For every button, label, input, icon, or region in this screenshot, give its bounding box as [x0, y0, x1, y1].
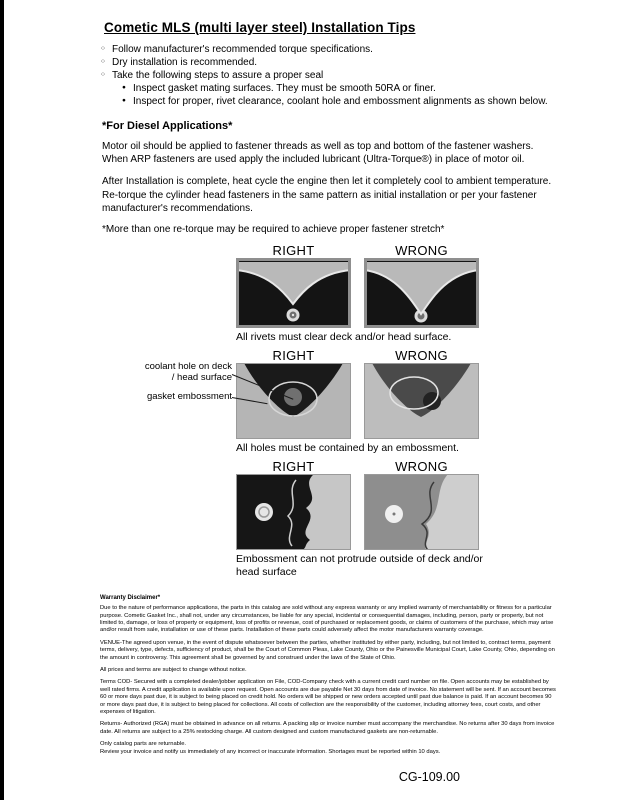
gasket-embossment-callout: gasket embossment — [146, 390, 232, 402]
warranty-paragraph: Review your invoice and notify us immediately of any incorrect or inaccurate information. Shortages must be reported within 10 days. — [100, 748, 441, 755]
protrusion-wrong-illustration — [364, 474, 479, 550]
figure-rivet-clearance — [100, 243, 572, 343]
retorque-note: *More than one re-torque may be required to achieve proper fastener stretch* — [102, 223, 445, 235]
warranty-paragraph: All prices and terms are subject to change without notice. — [100, 667, 247, 674]
diesel-applications-heading: *For Diesel Applications* — [102, 120, 233, 132]
protrusion-caption: Embossment can not protrude outside of deck and/or head surface — [236, 552, 483, 579]
embossment-caption: All holes must be contained by an embossment. — [236, 441, 459, 454]
figure-hole-embossment — [100, 348, 572, 454]
wrong-label: WRONG — [395, 242, 448, 258]
embossment-wrong-illustration — [364, 363, 479, 439]
embossment-wrong-panel — [364, 363, 479, 439]
page-edge-mark — [0, 0, 4, 800]
protrusion-right-illustration — [236, 474, 351, 550]
warranty-paragraph: Returns- Authorized (RGA) must be obtained in advance on all returns. A packing slip or invoice number must accompany the merchandise. No returns after 30 days from invoice date. All returns are subject to a 25% restocking charge. All custom designed and custom manufactured gaskets are non-returnable. — [100, 721, 555, 735]
subtip-item: ● Inspect for proper, rivet clearance, coolant hole and embossment alignments as shown below. — [122, 96, 572, 107]
warranty-disclaimer — [100, 595, 558, 756]
coolant-hole-callout: coolant hole on deck / head surface — [144, 360, 232, 383]
right-label: RIGHT — [272, 458, 315, 474]
warranty-paragraph: Terms COD- Secured with a completed dealer/jobber application on File, COD-Company check with a current credit card number on file. Open accounts may be established by well rated firms. A credit application is available upon request. Open accounts are due payable Net 30 days from date of invoice. No statement will be sent. If an account becomes 60 or more days past due, it is subject to being placed on credit hold. No orders will be shipped or new orders accepted until past due balance is paid. If an account becomes 90 or more days past due, it is subject to being placed for collections. All costs of collection are the responsibility of the customer, including attorney fees, court costs, and other expenses of litigation. — [100, 679, 556, 716]
rivet-caption: All rivets must clear deck and/or head surface. — [236, 330, 452, 343]
diesel-paragraph: Motor oil should be applied to fastener threads as well as top and bottom of the fastener washers. When ARP fasteners are used apply the included lubricant (Ultra-Torque®) in place of motor oil. — [102, 141, 534, 166]
rivet-wrong-illustration — [364, 258, 479, 328]
tip-item: ○ Dry installation is recommended. — [100, 57, 572, 68]
tip-item: ○ Take the following steps to assure a proper seal — [100, 70, 572, 81]
catalog-page-code: CG-109.00 — [398, 770, 460, 785]
warranty-paragraph: Only catalog parts are returnable. — [100, 741, 187, 748]
right-label: RIGHT — [272, 242, 315, 258]
rivet-wrong-panel — [364, 258, 479, 328]
protrusion-wrong-panel — [364, 474, 479, 550]
figure-labels — [236, 459, 572, 474]
figure-embossment-protrusion — [100, 459, 572, 579]
right-label: RIGHT — [272, 347, 315, 363]
rivet-right-panel — [236, 258, 351, 328]
installation-subtips-list — [122, 83, 572, 107]
figure-labels — [236, 243, 572, 258]
document-page — [100, 20, 572, 784]
warranty-paragraph: Due to the nature of performance applications, the parts in this catalog are sold without any express warranty or any implied warranty of merchantability or fitness for a particular purpose. Cometic Gasket Inc., shall not, under any circumstances, be liable for any special, incidental or consequential damages, including, person, party or property, but not limited to, damage, or loss of property or equipment, loss of profits or revenue, cost of purchased or replacement goods, or claims of customers of the purchase, which may arise and/or result from sale, installation or use of these parts. Installation of these parts could adversely affect the motor manufacturers warranty coverage. — [100, 605, 554, 634]
figure-panels — [236, 363, 572, 439]
page-title: Cometic MLS (multi layer steel) Installation Tips — [104, 20, 416, 35]
figure-panels — [236, 258, 572, 328]
diesel-paragraph: After Installation is complete, heat cycle the engine then let it completely cool to ambient temperature. Re-torque the cylinder head fasteners in the same pattern as initial installation or per your fastener manufacturer's recommendations. — [102, 176, 552, 214]
rivet-right-illustration — [236, 258, 351, 328]
warranty-paragraph: VENUE-The agreed upon venue, in the event of dispute whatsoever between the parties, whether instituted by either party, including, but not limited to, contract terms, payment terms, delivery, type, defects, sufficiency of product, shall be the Court of Common Pleas, Lake County, Ohio or the Painesville Municipal Court, Lake County, Ohio, depending on the amount in controversy. This agreement shall be governed by and construed under the laws of the State of Ohio. — [100, 639, 555, 661]
tip-item: ○ Follow manufacturer's recommended torque specifications. — [100, 44, 572, 55]
subtip-item: ● Inspect gasket mating surfaces. They must be smooth 50RA or finer. — [122, 83, 572, 94]
figure-panels — [236, 474, 572, 550]
wrong-label: WRONG — [395, 458, 448, 474]
installation-tips-list — [100, 44, 572, 81]
figure-labels — [236, 348, 572, 363]
protrusion-right-panel — [236, 474, 351, 550]
wrong-label: WRONG — [395, 347, 448, 363]
warranty-heading: Warranty Disclaimer* — [100, 595, 161, 602]
